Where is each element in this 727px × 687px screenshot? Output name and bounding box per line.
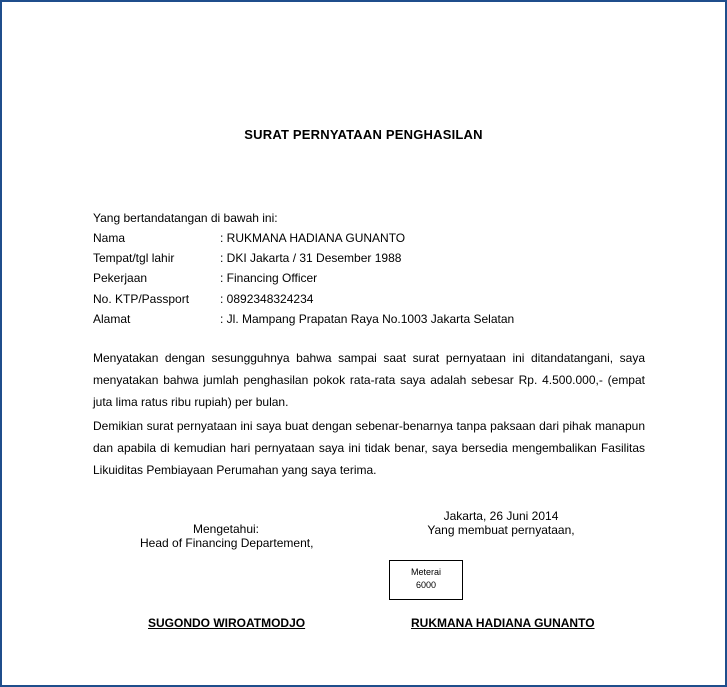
field-label: Pekerjaan bbox=[93, 271, 148, 285]
place-date: Jakarta, 26 Juni 2014 bbox=[443, 509, 559, 523]
field-value: : DKI Jakarta / 31 Desember 1988 bbox=[220, 251, 402, 265]
field-label: Nama bbox=[93, 231, 126, 245]
acknowledged-label: Mengetahui: bbox=[192, 522, 260, 536]
field-value: : Jl. Mampang Prapatan Raya No.1003 Jakarta Selatan bbox=[220, 312, 515, 326]
field-value: : 0892348324234 bbox=[220, 292, 314, 306]
field-label: Alamat bbox=[93, 312, 131, 326]
meterai-value: 6000 bbox=[415, 580, 437, 590]
document-title: SURAT PERNYATAAN PENGHASILAN bbox=[244, 127, 483, 142]
right-signatory-name: RUKMANA HADIANA GUNANTO bbox=[411, 616, 595, 630]
meterai-stamp-box bbox=[389, 560, 463, 600]
intro-text: Yang bertandatangan di bawah ini: bbox=[93, 211, 278, 225]
field-label: No. KTP/Passport bbox=[93, 292, 190, 306]
meterai-label: Meterai bbox=[410, 567, 441, 577]
field-label: Tempat/tgl lahir bbox=[93, 251, 175, 265]
statement-paragraph: Menyatakan dengan sesungguhnya bahwa sampai saat surat pernyataan ini ditandatangani, saya menyatakan bahwa jumlah penghasilan pokok rata-rata saya adalah sebesar Rp. 4.500.000,- (empat juta lima ratus ribu rupiah) per bulan. bbox=[93, 351, 645, 409]
field-value: : RUKMANA HADIANA GUNANTO bbox=[220, 231, 406, 245]
declarant-label: Yang membuat pernyataan, bbox=[427, 523, 575, 537]
field-value: : Financing Officer bbox=[220, 271, 318, 285]
left-signatory-name: SUGONDO WIROATMODJO bbox=[148, 616, 306, 630]
closing-paragraph: Demikian surat pernyataan ini saya buat dengan sebenar-benarnya tanpa paksaan dari pihak manapun dan apabila di kemudian hari pernyataan saya ini tidak benar, saya bersedia mengembalikan Fasilitas Likuiditas Pembiayaan Perumahan yang saya terima. bbox=[93, 419, 645, 477]
head-of-financing-title: Head of Financing Departement, bbox=[140, 536, 314, 550]
